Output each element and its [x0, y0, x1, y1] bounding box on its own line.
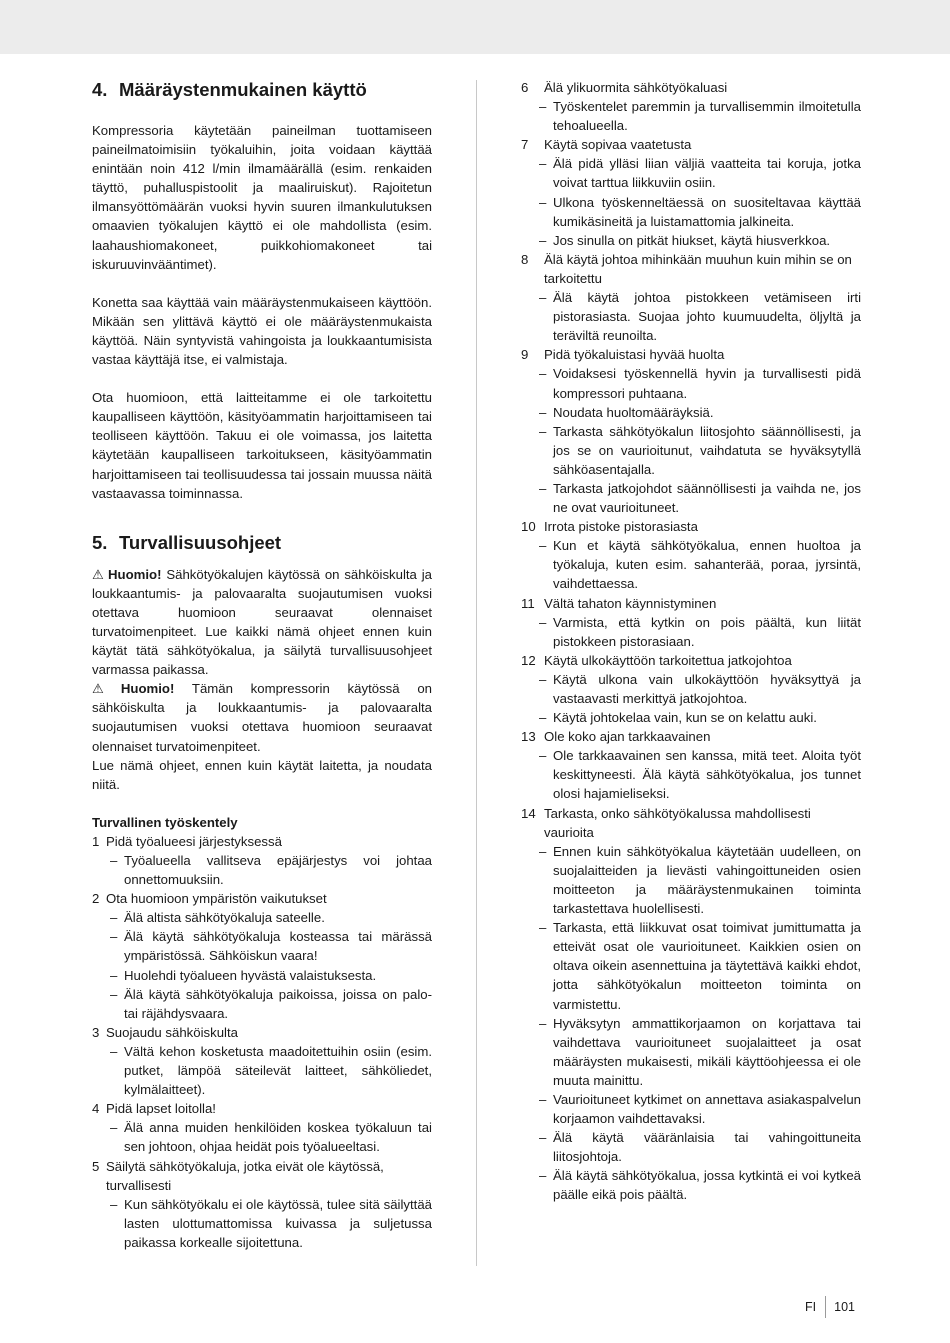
rule-subitem — [110, 1118, 432, 1156]
safe-work-subheading: Turvallinen työskentely — [92, 814, 238, 830]
rule-number: 6 — [521, 80, 529, 95]
rule-subitem — [539, 97, 861, 135]
dash-bullet: – — [110, 967, 118, 983]
dash-bullet: – — [539, 538, 547, 554]
warning-label: Huomio! — [120, 681, 175, 697]
rule-number: 7 — [521, 137, 529, 153]
rule-item — [521, 135, 861, 250]
section-4-paragraph-2: Konetta saa käyttää vain määräystenmukaiseen käyttöön. Mikään sen ylittävä käyttö ei ole määräystenmukaista käyttöä. Näin syntyvistä vahingoista ja loukkaantumisista vastaa käyttäjä itse, ei valmistaja. — [92, 294, 432, 368]
rule-number: 8 — [521, 251, 529, 267]
rule-subitem — [539, 364, 861, 402]
rule-item — [92, 832, 432, 889]
rule-subitem-text: Käytä ulkona vain ulkokäyttöön hyväksyttyä ja vastaavasti merkittyä jatkojohtoa. — [553, 671, 861, 706]
footer-divider — [825, 1296, 826, 1318]
rule-subitem-text: Ole tarkkaavainen sen kanssa, mitä teet. Aloita työt keskittyneesti. Älä käytä sähkötyökalua, jos tunnet olosi hajamieliseksi. — [553, 748, 861, 802]
rule-subitem — [539, 746, 861, 803]
page-footer — [805, 1296, 855, 1318]
rule-subitem — [110, 1195, 432, 1252]
section-5-title: Turvallisuusohjeet — [119, 531, 282, 553]
rule-subitem-text: Älä pidä ylläsi liian väljiä vaatteita tai koruja, jotka voivat tarttua liikkuviin osiin. — [553, 156, 861, 191]
dash-bullet: – — [110, 910, 118, 926]
section-4-title: Määräystenmukainen käyttö — [119, 79, 367, 100]
dash-bullet: – — [110, 853, 118, 868]
dash-bullet: – — [110, 1120, 118, 1136]
rule-title: Pidä työalueesi järjestyksessä — [106, 833, 282, 849]
safety-rules-list-right — [521, 78, 861, 1205]
rule-subitem — [110, 1042, 432, 1099]
dash-bullet: – — [539, 710, 547, 726]
rule-subitem — [539, 1166, 861, 1204]
dash-bullet: – — [110, 1196, 118, 1212]
rule-subitem — [539, 422, 861, 479]
rule-subitem — [539, 288, 861, 345]
rule-item — [521, 594, 861, 651]
rule-item — [521, 727, 861, 803]
rule-title: Tarkasta, onko sähkötyökalussa mahdollisesti vaurioita — [544, 805, 811, 840]
rule-subitem-text: Älä käytä vääränlaisia tai vahingoittuneita liitosjohtoja. — [553, 1130, 861, 1165]
rule-subitem-text: Älä käytä sähkötyökaluja kosteassa tai märässä ympäristössä. Sähköiskun vaara! — [124, 929, 432, 964]
rule-title: Pidä työkaluistasi hyvää huolta — [544, 347, 725, 363]
rule-subitem-text: Ennen kuin sähkötyökalua käytetään uudelleen, on suojalaitteiden ja lievästi vahingoittuneiden osien moitteeton ja määräystenmukainen toiminta tarkastettava huolellisesti. — [553, 843, 861, 917]
dash-bullet: – — [539, 1168, 547, 1184]
rule-subitem — [539, 403, 861, 422]
rule-number: 14 — [521, 805, 536, 821]
warning-2-text: Tämän kompressorin käytössä on sähköiskulta ja loukkaantumis- ja palovaaralta suojautumisen vuoksi otettava huomioon seuraavat olennaiset turvatoimenpiteet. — [92, 681, 432, 754]
rule-subitem-text: Älä käytä johtoa pistokkeen vetämiseen irti pistorasiasta. Suojaa johto kuumuudelta, öljyltä ja teräviltä reunoilta. — [553, 290, 861, 344]
dash-bullet: – — [539, 194, 547, 210]
rule-subitem-text: Kun sähkötyökalu ei ole käytössä, tulee sitä säilyttää lasten ulottumattomissa kuivassa ja suljetussa paikassa korkealle sijoitettuna. — [124, 1196, 432, 1250]
dash-bullet: – — [110, 929, 118, 945]
rule-item — [92, 1157, 432, 1252]
dash-bullet: – — [539, 614, 547, 630]
rule-subitem-text: Varmista, että kytkin on pois päältä, kun liität pistokkeen pistorasiaan. — [553, 614, 861, 649]
rule-item — [521, 345, 861, 517]
dash-bullet: – — [539, 671, 547, 687]
rule-title: Älä käytä johtoa mihinkään muuhun kuin mihin se on tarkoitettu — [544, 251, 852, 286]
rule-subitem — [110, 985, 432, 1023]
dash-bullet: – — [539, 920, 547, 936]
rule-number: 4 — [92, 1101, 100, 1117]
rule-subitem-text: Tarkasta, että liikkuvat osat toimivat jumittumatta ja etteivät osat ole vaurioituneet. Kaikkien osien on oltava oikein asennettuina ja täytettävä kaikki ehdot, jotta sähkötyökalun moitteeton toiminta on varmistettu. — [553, 920, 861, 1012]
rule-number: 2 — [92, 891, 100, 907]
rule-title: Suojaudu sähköiskulta — [106, 1024, 238, 1040]
rule-subitem-text: Tarkasta jatkojohdot säännöllisesti ja vaihda ne, jos ne ovat vaurioituneet. — [553, 480, 861, 516]
rule-subitem — [539, 1014, 861, 1090]
language-code: FI — [805, 1300, 817, 1314]
rule-subitem-text: Ulkona työskenneltäessä on suositeltavaa käyttää kumikäsineitä ja luistamattomia jalkineita. — [553, 194, 861, 229]
rule-subitem — [539, 918, 861, 1013]
rule-item — [92, 1099, 432, 1156]
rule-subitem — [539, 154, 861, 192]
rule-subitem — [539, 708, 861, 727]
rule-subitem-text: Älä altista sähkötyökaluja sateelle. — [124, 910, 325, 926]
rule-item — [521, 651, 861, 727]
rule-title: Ota huomioon ympäristön vaikutukset — [106, 891, 327, 907]
right-column — [521, 78, 861, 1205]
dash-bullet: – — [539, 404, 547, 420]
warning-triangle-icon: ⚠ — [92, 566, 105, 582]
rule-title: Pidä lapset loitolla! — [106, 1101, 216, 1117]
rule-title: Ole koko ajan tarkkaavainen — [544, 729, 711, 745]
rule-subitem-text: Älä käytä sähkötyökaluja paikoissa, joissa on palo- tai räjähdysvaara. — [124, 986, 432, 1021]
safety-rules-list-left — [92, 832, 432, 1252]
rule-number: 3 — [92, 1024, 100, 1040]
rule-subitem-text: Hyväksytyn ammattikorjaamon on korjattava tai vaihdettava vaurioituneet suojalaitteet ja osat määräysten mukaisesti, mikäli käyttöohjeessa ei ole muuta mainittu. — [553, 1015, 861, 1088]
page-number: 101 — [834, 1300, 855, 1314]
rule-item — [92, 889, 432, 1023]
rule-title: Säilytä sähkötyökaluja, jotka eivät ole käytössä, turvallisesti — [106, 1158, 384, 1193]
rule-subitem-text: Työalueella vallitseva epäjärjestys voi johtaa onnettomuuksiin. — [124, 853, 432, 888]
rule-subitem — [110, 908, 432, 927]
warning-1 — [92, 565, 432, 680]
section-4-number: 4. — [92, 79, 108, 100]
rule-subitem-text: Noudata huoltomääräyksiä. — [553, 404, 714, 420]
rule-subitem — [539, 1128, 861, 1166]
rule-subitem — [539, 536, 861, 593]
rule-number: 5 — [92, 1158, 100, 1174]
dash-bullet: – — [110, 1043, 118, 1059]
dash-bullet: – — [539, 423, 547, 439]
section-4-paragraph-1: Kompressoria käytetään paineilman tuottamiseen paineilmatoimisiin työkaluihin, joita voidaan käyttää enintään noin 412 l/min ilmamäärällä (esim. renkaiden täyttö, puhalluspistoolit ja maaliruiskut). Rajoitetun ilmansyöttömäärän vuoksi hyvin suuren ilmankulutuksen omaavien työkalujen käyttö ei ole mahdollista (esim. laahaushiomakoneet, puikkohiomakoneet tai iskuruuvinvääntimet). — [92, 123, 432, 272]
dash-bullet: – — [539, 366, 547, 382]
rule-subitem-text: Tarkasta sähkötyökalun liitosjohto säännöllisesti, ja jos se on vaurioitunut, vaihdatuta se hyväksytyllä sähköasentajalla. — [553, 423, 861, 477]
warning-1-text: Sähkötyökalujen käytössä on sähköiskulta ja loukkaantumis- ja palovaaralta suojautumisen vuoksi otettava huomioon seuraavat olennaiset turvatoimenpiteet. Lue kaikki nämä ohjeet ennen kuin käytät tätä sähkötyökalua, ja säilytä turvallisuusohjeet varmassa paikassa. — [92, 566, 432, 678]
rule-subitem-text: Älä käytä sähkötyökalua, jossa kytkintä ei voi kytkeä päälle eikä pois päältä. — [553, 1168, 861, 1203]
rule-subitem-text: Käytä johtokelaa vain, kun se on kelattu auki. — [553, 710, 817, 726]
rule-subitem — [110, 927, 432, 965]
rule-number: 1 — [92, 833, 100, 849]
dash-bullet: – — [539, 156, 547, 172]
header-band — [0, 0, 950, 54]
rule-subitem — [539, 193, 861, 231]
rule-item — [521, 517, 861, 593]
rule-subitem — [110, 966, 432, 985]
rule-subitem — [539, 613, 861, 651]
rule-title: Vältä tahaton käynnistyminen — [544, 595, 717, 611]
rule-item — [92, 1023, 432, 1099]
left-column — [92, 78, 432, 1252]
rule-number: 13 — [521, 729, 536, 745]
rule-subitem — [110, 851, 432, 889]
dash-bullet: – — [110, 986, 118, 1002]
rule-subitem — [539, 670, 861, 708]
dash-bullet: – — [539, 843, 547, 859]
read-note: Lue nämä ohjeet, ennen kuin käytät laitetta, ja noudata niitä. — [92, 757, 432, 792]
rule-item — [521, 250, 861, 345]
column-divider — [476, 80, 477, 1266]
dash-bullet: – — [539, 748, 547, 764]
rule-subitem-text: Kun et käytä sähkötyökalua, ennen huoltoa ja työkaluja, kuten esim. sahanterää, poraa, jyrsintä, vaihdettaessa. — [553, 538, 861, 592]
dash-bullet: – — [539, 480, 547, 496]
rule-number: 9 — [521, 347, 529, 363]
rule-number: 12 — [521, 652, 536, 668]
rule-subitem-text: Jos sinulla on pitkät hiukset, käytä hiusverkkoa. — [553, 232, 831, 248]
rule-subitem-text: Älä anna muiden henkilöiden koskea työkaluun tai sen johtoon, ohjaa heidät pois työalueeltasi. — [124, 1120, 432, 1155]
rule-title: Älä ylikuormita sähkötyökaluasi — [544, 80, 728, 95]
rule-number: 11 — [521, 595, 535, 611]
dash-bullet: – — [539, 232, 547, 248]
rule-subitem-text: Työskentelet paremmin ja turvallisemmin ilmoitetulla tehoalueella. — [553, 99, 861, 134]
dash-bullet: – — [539, 1130, 547, 1146]
rule-item — [521, 78, 861, 135]
dash-bullet: – — [539, 1091, 547, 1107]
warning-2 — [92, 679, 432, 755]
rule-subitem — [539, 231, 861, 250]
rule-subitem-text: Huolehdi työalueen hyvästä valaistuksesta. — [124, 967, 377, 983]
section-5-heading — [92, 531, 432, 555]
rule-title: Käytä sopivaa vaatetusta — [544, 137, 692, 153]
dash-bullet: – — [539, 99, 547, 115]
rule-subitem-text: Vältä kehon kosketusta maadoitettuihin osiin (esim. putket, lämpöä säteilevät laitteet, sähköliedet, kylmälaitteet). — [124, 1043, 432, 1098]
dash-bullet: – — [539, 1015, 547, 1031]
dash-bullet: – — [539, 290, 547, 306]
rule-subitem-text: Vaurioituneet kytkimet on annettava asiakaspalvelun korjaamon vaihdettavaksi. — [553, 1091, 861, 1127]
rule-subitem — [539, 479, 861, 517]
rule-item — [521, 804, 861, 1205]
rule-subitem — [539, 1090, 861, 1128]
rule-title: Käytä ulkokäyttöön tarkoitettua jatkojohtoa — [544, 652, 792, 668]
section-4-heading — [92, 78, 432, 102]
warning-label: Huomio! — [108, 566, 162, 582]
rule-title: Irrota pistoke pistorasiasta — [544, 519, 698, 535]
section-5-number: 5. — [92, 531, 108, 553]
rule-subitem-text: Voidaksesi työskennellä hyvin ja turvallisesti pidä kompressori puhtaana. — [553, 366, 861, 401]
rule-subitem — [539, 842, 861, 918]
warning-triangle-icon: ⚠ — [92, 681, 118, 697]
section-4-paragraph-3: Ota huomioon, että laitteitamme ei ole tarkoitettu kaupalliseen käyttöön, käsityöammatin harjoittamiseen tai teolliseen käyttöön. Takuu ei ole voimassa, jos laitetta käytetään kaupalliseen tarkoitukseen, käsityöammatin harjoittamiseen tai teollisuudessa tai jossain muussa näitä vastaavassa toiminnassa. — [92, 390, 432, 501]
rule-number: 10 — [521, 519, 536, 535]
